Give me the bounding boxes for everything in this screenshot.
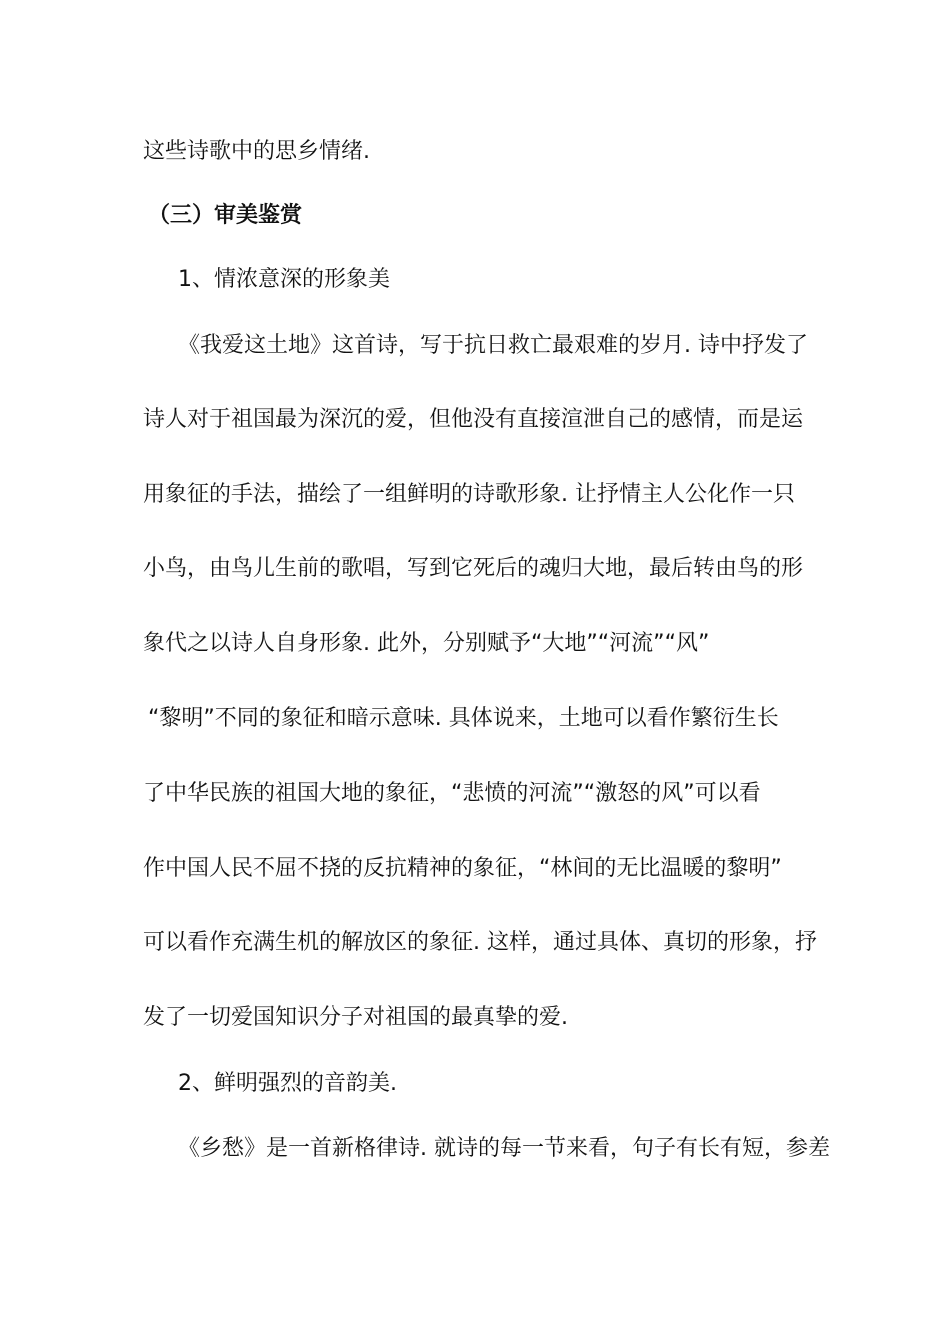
paragraph-line: 诗人对于祖国最为深沉的爱，但他没有直接渲泄自己的感情，而是运 — [143, 407, 804, 432]
paragraph-line: 小鸟，由鸟儿生前的歌唱，写到它死后的魂归大地，最后转由鸟的形 — [143, 556, 804, 581]
subsection-heading: 1、情浓意深的形象美 — [178, 267, 390, 292]
paragraph-line: 可以看作充满生机的解放区的象征. 这样，通过具体、真切的形象，抒 — [143, 930, 817, 955]
paragraph-line: 发了一切爱国知识分子对祖国的最真挚的爱. — [143, 1005, 568, 1030]
paragraph-line: 《我爱这土地》这首诗，写于抗日救亡最艰难的岁月. 诗中抒发了 — [178, 333, 808, 358]
paragraph-line: 《乡愁》是一首新格律诗. 就诗的每一节来看，句子有长有短，参差 — [178, 1136, 830, 1161]
section-heading: （三）审美鉴赏 — [148, 203, 303, 228]
paragraph-line: 这些诗歌中的思乡情绪. — [143, 139, 370, 164]
paragraph-line: “黎明”不同的象征和暗示意味. 具体说来，土地可以看作繁衍生长 — [148, 706, 779, 731]
subsection-heading: 2、鲜明强烈的音韵美. — [178, 1071, 397, 1096]
paragraph-line: 作中国人民不屈不挠的反抗精神的象征，“林间的无比温暖的黎明” — [143, 856, 782, 881]
paragraph-line: 象代之以诗人自身形象. 此外，分别赋予“大地”“河流”“风” — [143, 631, 710, 656]
paragraph-line: 了中华民族的祖国大地的象征，“悲愤的河流”“激怒的风”可以看 — [143, 781, 761, 806]
paragraph-line: 用象征的手法，描绘了一组鲜明的诗歌形象. 让抒情主人公化作一只 — [143, 482, 795, 507]
